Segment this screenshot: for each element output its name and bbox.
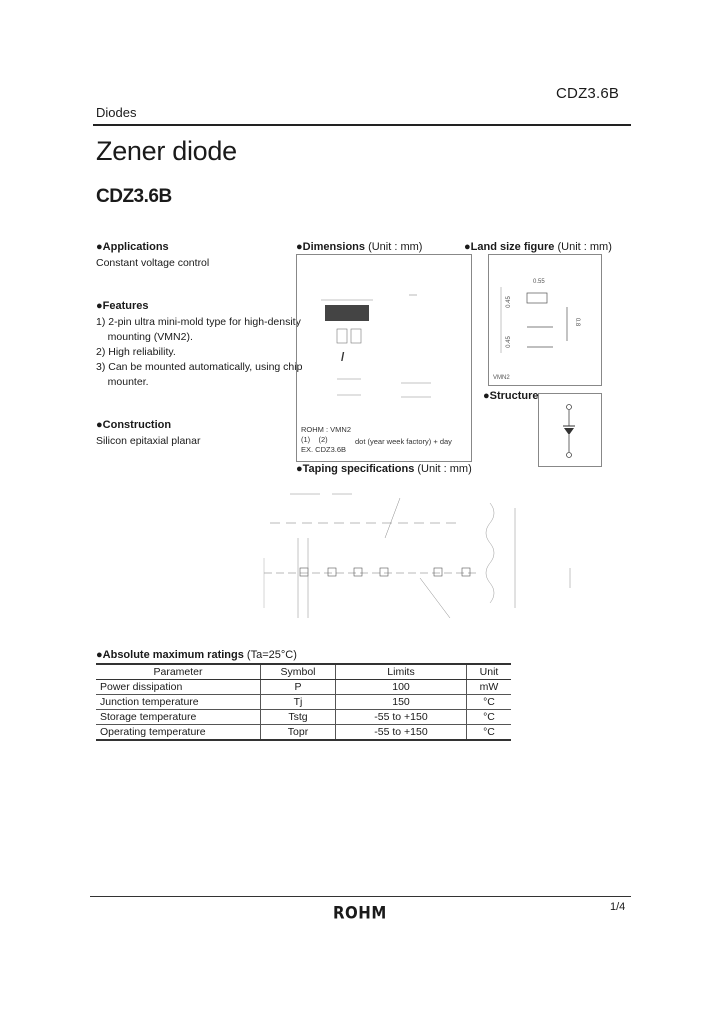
bullet-icon: ● [96,241,103,253]
features-heading: ●Features [96,300,149,312]
header-part-number: CDZ3.6B [556,85,620,102]
structure-figure [538,393,602,467]
applications-heading: ●Applications [96,241,169,253]
zener-diode-symbol-icon [539,394,601,466]
cell-symbol: Tj [261,695,336,710]
bullet-icon: ● [96,300,103,312]
land-width-label: 0.55 [533,279,545,285]
header-divider [93,124,631,126]
bullet-icon: ● [483,390,490,402]
construction-text: Silicon epitaxial planar [96,435,201,447]
cell-symbol: Tstg [261,710,336,725]
cell-parameter: Storage temperature [96,710,261,725]
feature-line: 2) High reliability. [96,346,176,358]
page-number: 1/4 [610,901,626,913]
land-size-figure [488,254,602,386]
svg-text:/: / [341,350,345,364]
feature-line: mounter. [96,376,149,388]
applications-text: Constant voltage control [96,257,210,269]
features-list [96,315,302,390]
bullet-icon: ● [96,419,103,431]
cell-symbol: Topr [261,725,336,741]
dimensions-figure [296,254,472,462]
construction-heading: ●Construction [96,419,172,431]
land-package-label: VMN2 [493,375,510,381]
dimensions-dot-note: dot (year week factory) + day [355,437,452,446]
ratings-table-wrap [96,663,511,741]
column-header-limits: Limits [336,664,467,680]
structure-heading: ●Structure [483,390,539,402]
cell-limits: -55 to +150 [336,725,467,741]
column-header-symbol: Symbol [261,664,336,680]
header-category: Diodes [96,105,137,120]
bullet-icon: ● [296,241,303,253]
dimensions-heading: ●Dimensions (Unit : mm) [296,241,423,253]
land-height-label-2: 0.45 [505,336,512,348]
bullet-icon: ● [296,463,303,475]
feature-line: mounting (VMN2). [96,331,193,343]
land-size-drawing [489,255,601,385]
cell-limits: 150 [336,695,467,710]
cell-parameter: Junction temperature [96,695,261,710]
cell-unit: mW [467,680,512,695]
cell-limits: 100 [336,680,467,695]
feature-line: 3) Can be mounted automatically, using chip [96,361,303,373]
cell-parameter: Operating temperature [96,725,261,741]
rohm-logo: ROHM [333,903,387,923]
page-title: Zener diode [96,136,237,166]
ratings-heading: ●Absolute maximum ratings (Ta=25°C) [96,649,297,661]
bullet-icon: ● [96,649,103,661]
taping-figure [240,478,600,634]
taping-drawing [240,478,600,634]
footer-divider [90,896,631,897]
column-header-unit: Unit [467,664,512,680]
table-row [96,680,511,695]
cell-unit: °C [467,710,512,725]
bullet-icon: ● [464,241,471,253]
cell-limits: -55 to +150 [336,710,467,725]
ratings-header-row [96,664,511,680]
land-gap-label: 0.8 [574,317,581,327]
table-row [96,695,511,710]
land-size-heading: ●Land size figure (Unit : mm) [464,241,612,253]
ratings-table [96,663,511,741]
cell-parameter: Power dissipation [96,680,261,695]
feature-line: 1) 2-pin ultra mini-mold type for high-density [96,316,301,328]
part-number-heading: CDZ3.6B [96,186,172,207]
land-height-label-1: 0.45 [505,296,512,308]
cell-unit: °C [467,725,512,741]
dimensions-marking: ROHM : VMN2 (1) (2) EX. CDZ3.6B [301,425,352,454]
taping-heading: ●Taping specifications (Unit : mm) [296,463,472,475]
table-row [96,725,511,741]
cell-unit: °C [467,695,512,710]
cell-symbol: P [261,680,336,695]
table-row [96,710,511,725]
column-header-parameter: Parameter [96,664,261,680]
